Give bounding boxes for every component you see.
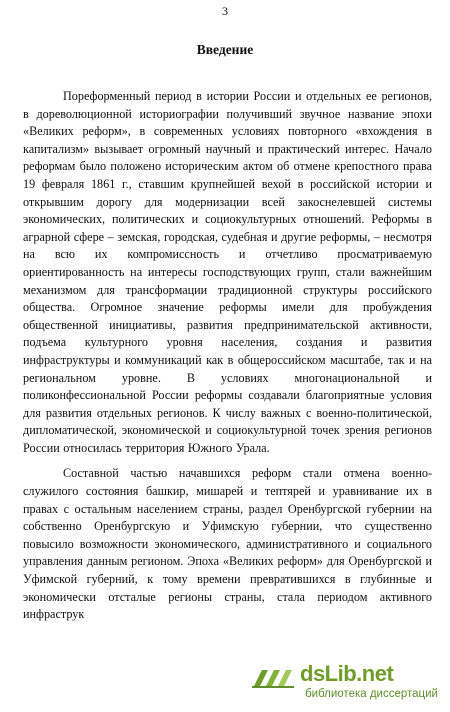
paragraph-2: Составной частью начавшихся реформ стали отмена военно-служилого состояния башкир, мишарей и тептярей и уравнивание их в правах с остальным населением страны, раздел Оренбургской губернии на собственно Оренбургскую и Уфимскую губернии, что существенно повысило возможности экономического, административного и социального управления данным регионом. Эпоха «Великих реформ» для Оренбургской и Уфимской губерний, к тому времени превратившихся в глубинные и экономически отсталые регионы страны, стала периодом активного инфраструк bbox=[23, 466, 432, 622]
dslib-watermark[interactable] bbox=[242, 661, 438, 704]
books-logo-icon bbox=[250, 664, 298, 690]
section-heading: Введение bbox=[196, 42, 254, 57]
watermark-tagline: библиотека диссертаций bbox=[305, 688, 438, 700]
paragraph-1: Пореформенный период в истории России и отдельных ее регионов, в дореволюционной историографии получивший звучное название эпохи «Великих реформ», в современных условиях повторного «вхождения в капитализм» вызывает огромный научный и практический интерес. Начало реформам было положено историческим актом об отмене крепостного права 19 февраля 1861 г., ставшим крупнейшей вехой в российской истории и открывшим дорогу для модернизации всей закоснелевшей системы экономических, политических и социокультурных отношений. Реформы в аграрной сфере – земская, городская, судебная и другие реформы, – несмотря на всю их компромиссность и отчетливо просматриваемую ориентированность на интересы господствующих групп, стали важнейшим механизмом для трансформации традиционной структуры российского общества. Огромное значение реформы имели для пробуждения общественной инициативы, развития предпринимательской активности, подъема культурного уровня населения, создания и развития инфраструктуры и коммуникаций как в общероссийском масштабе, так и на региональном уровне. В условиях многонациональной и поликонфессиональной России реформы создавали благоприятные условия для развития отдельных регионов. К числу важных с военно-политической, дипломатической, экономической и социокультурной точек зрения регионов России относилась территория Южного Урала. bbox=[23, 89, 432, 455]
body-text bbox=[23, 88, 432, 622]
watermark-site-name: dsLib.net bbox=[300, 661, 394, 686]
page-number: 3 bbox=[222, 4, 228, 18]
